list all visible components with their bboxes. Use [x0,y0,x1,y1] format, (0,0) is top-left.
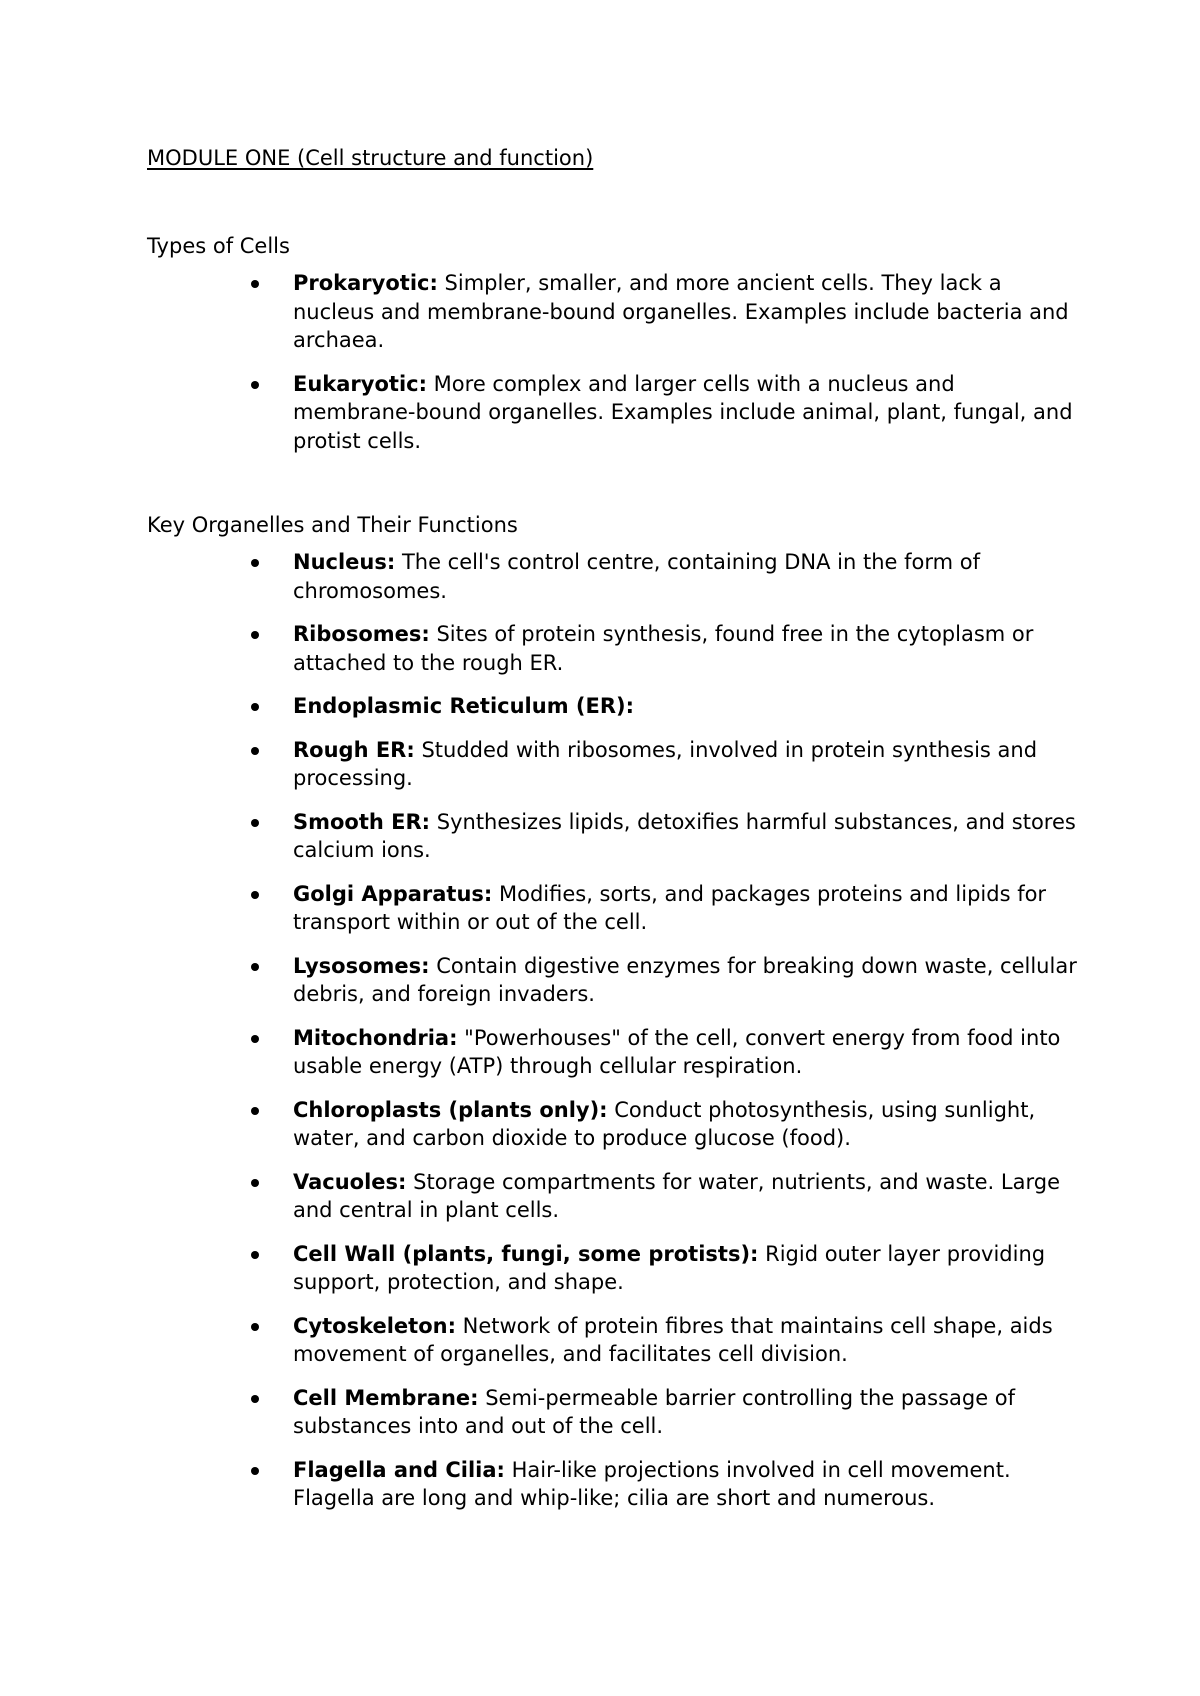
bullet-icon [251,819,259,827]
bullet-icon [251,1251,259,1259]
item-term: Eukaryotic: [293,371,427,396]
item-term: Prokaryotic: [293,271,438,295]
item-term: Vacuoles: [293,1169,407,1194]
item-term: Endoplasmic Reticulum (ER): [293,694,634,718]
item-term: Chloroplasts (plants only): [293,1097,608,1122]
item-text: Conduct photosynthesis, using sunlight, water, and carbon dioxide to produce glucose (food). [293,1097,1036,1150]
organelles-list [147,548,1077,1513]
bullet-icon [251,1395,259,1403]
item-term: Ribosomes: [293,622,430,646]
bullet-icon [251,381,259,389]
bullet-icon [251,280,259,288]
item-text: Semi-permeable barrier controlling the passage of substances into and out of the cell. [293,1385,1016,1438]
item-term: Rough ER: [293,737,415,762]
bullet-icon [251,1179,259,1187]
item-text: Rigid outer layer providing support, protection, and shape. [293,1241,1046,1294]
bullet-icon [251,1107,259,1115]
list-item [147,1096,1083,1153]
list-item [147,692,1083,721]
item-text: Studded with ribosomes, involved in protein synthesis and processing. [293,737,1038,790]
item-term: Nucleus: [293,550,396,574]
item-term: Cell Wall (plants, fungi, some protists): [293,1241,759,1266]
list-item [147,1168,1083,1225]
bullet-icon [251,703,259,711]
bullet-icon [251,1035,259,1043]
item-text: The cell's control centre, containing DNA in the form of chromosomes. [293,550,980,603]
item-text: Hair-like projections involved in cell movement. Flagella are long and whip-like; cilia are short and numerous. [293,1457,1011,1510]
item-term: Cell Membrane: [293,1385,479,1410]
list-item [147,1456,1083,1513]
item-text: More complex and larger cells with a nucleus and membrane-bound organelles. Examples include animal, plant, fungal, and protist cells. [293,371,1073,453]
item-term: Golgi Apparatus: [293,881,493,906]
bullet-icon [251,963,259,971]
item-term: Flagella and Cilia: [293,1457,505,1482]
item-text: Storage compartments for water, nutrients, and waste. Large and central in plant cells. [293,1169,1060,1222]
list-item [147,1240,1083,1297]
list-item [147,1024,1083,1081]
item-text: Synthesizes lipids, detoxifies harmful substances, and stores calcium ions. [293,809,1076,862]
bullet-icon [251,559,259,567]
list-item [147,548,1083,605]
bullet-icon [251,1467,259,1475]
item-text: Network of protein fibres that maintains cell shape, aids movement of organelles, and facilitates cell division. [293,1313,1053,1366]
list-item [147,952,1083,1009]
bullet-icon [251,747,259,755]
module-title: MODULE ONE (Cell structure and function) [147,146,594,170]
item-text: Modifies, sorts, and packages proteins and lipids for transport within or out of the cell. [293,881,1047,934]
section-title-types-of-cells: Types of Cells [147,234,290,258]
item-text: Contain digestive enzymes for breaking down waste, cellular debris, and foreign invaders. [293,953,1077,1006]
item-term: Cytoskeleton: [293,1313,456,1338]
section-title-key-organelles: Key Organelles and Their Functions [147,513,518,537]
types-of-cells-list [147,269,1077,455]
bullet-icon [251,631,259,639]
item-term: Mitochondria: [293,1025,458,1050]
bullet-icon [251,1323,259,1331]
item-text: Sites of protein synthesis, found free in the cytoplasm or attached to the rough ER. [293,622,1034,675]
item-term: Lysosomes: [293,953,430,978]
list-item [147,269,1083,355]
list-item [147,808,1083,865]
item-text: Simpler, smaller, and more ancient cells. They lack a nucleus and membrane-bound organelles. Examples include bacteria and archaea. [293,271,1069,352]
list-item [147,370,1083,456]
document-content [147,143,1077,1513]
list-item [147,620,1083,677]
bullet-icon [251,891,259,899]
list-item [147,1384,1083,1441]
item-text: "Powerhouses" of the cell, convert energy from food into usable energy (ATP) through cellular respiration. [293,1025,1061,1078]
list-item [147,736,1083,793]
item-term: Smooth ER: [293,809,431,834]
list-item [147,880,1083,937]
list-item [147,1312,1083,1369]
